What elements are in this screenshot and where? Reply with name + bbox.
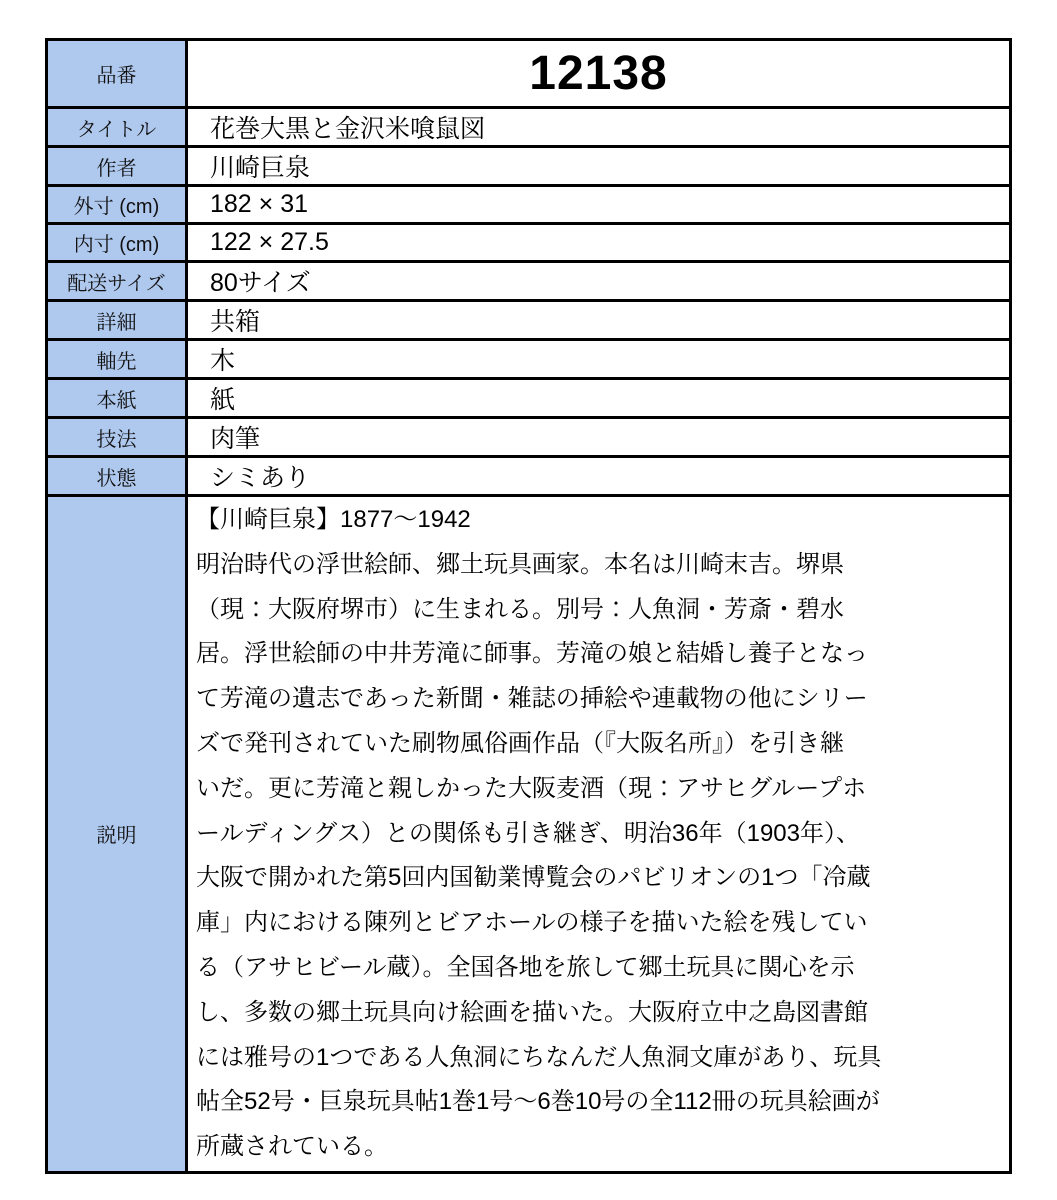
table-row-item-number bbox=[47, 40, 1011, 108]
inner-size-label: 内寸 (cm) bbox=[47, 224, 187, 262]
item-number-value: 12138 bbox=[187, 40, 1011, 108]
description-label: 説明 bbox=[47, 496, 187, 1173]
table-row-roller-ends bbox=[47, 340, 1011, 379]
item-spec-table bbox=[45, 38, 1012, 1174]
description-line: て芳滝の遺志であった新聞・雑誌の挿絵や連載物の他にシリー bbox=[196, 685, 868, 713]
artist-label: 作者 bbox=[47, 147, 187, 186]
description-cell bbox=[187, 496, 1011, 1173]
description-line: る（アサヒビール蔵）。全国各地を旅して郷土玩具に関心を示 bbox=[196, 953, 855, 981]
description-line: 【川崎巨泉】1877～1942 bbox=[196, 506, 471, 533]
shipping-size-value: 80サイズ bbox=[187, 262, 1011, 301]
technique-value: 肉筆 bbox=[187, 418, 1011, 457]
description-line: 明治時代の浮世絵師、郷土玩具画家。本名は川崎末吉。堺県 bbox=[196, 550, 844, 578]
table-row-condition bbox=[47, 457, 1011, 496]
outer-size-label: 外寸 (cm) bbox=[47, 186, 187, 224]
description-line: 所蔵されている。 bbox=[196, 1133, 388, 1161]
table-row-technique bbox=[47, 418, 1011, 457]
description-line: ズで発刊されていた刷物風俗画作品（『大阪名所』）を引き継 bbox=[196, 729, 844, 757]
outer-size-value: 182 × 31 bbox=[187, 186, 1011, 224]
technique-label: 技法 bbox=[47, 418, 187, 457]
artist-value: 川崎巨泉 bbox=[187, 147, 1011, 186]
title-label: タイトル bbox=[47, 108, 187, 147]
roller-ends-value: 木 bbox=[187, 340, 1011, 379]
shipping-size-label: 配送サイズ bbox=[47, 262, 187, 301]
details-label: 詳細 bbox=[47, 301, 187, 340]
condition-value: シミあり bbox=[187, 457, 1011, 496]
table-row-inner-size bbox=[47, 224, 1011, 262]
table-row-outer-size bbox=[47, 186, 1011, 224]
details-value: 共箱 bbox=[187, 301, 1011, 340]
description-line: いだ。更に芳滝と親しかった大阪麦酒（現：アサヒグループホ bbox=[196, 774, 867, 802]
description-line: ールディングス）との関係も引き継ぎ、明治36年（1903年）、 bbox=[196, 819, 861, 847]
inner-size-value: 122 × 27.5 bbox=[187, 224, 1011, 262]
table-row-title bbox=[47, 108, 1011, 147]
description-line: 居。浮世絵師の中井芳滝に師事。芳滝の娘と結婚し養子となっ bbox=[196, 640, 868, 668]
table-row-material bbox=[47, 379, 1011, 418]
material-value: 紙 bbox=[187, 379, 1011, 418]
description-line: （現：大阪府堺市）に生まれる。別号：人魚洞・芳斎・碧水 bbox=[196, 595, 844, 623]
item-number-label: 品番 bbox=[47, 40, 187, 108]
roller-ends-label: 軸先 bbox=[47, 340, 187, 379]
description-line: 庫」内における陳列とビアホールの様子を描いた絵を残してい bbox=[196, 909, 868, 937]
title-value: 花巻大黒と金沢米喰鼠図 bbox=[187, 108, 1011, 147]
description-line: 帖全52号・巨泉玩具帖1巻1号～6巻10号の全112冊の玩具絵画が bbox=[196, 1088, 880, 1116]
description-line: し、多数の郷土玩具向け絵画を描いた。大阪府立中之島図書館 bbox=[196, 998, 868, 1026]
table-row-details bbox=[47, 301, 1011, 340]
description-line: には雅号の1つである人魚洞にちなんだ人魚洞文庫があり、玩具 bbox=[196, 1043, 882, 1071]
table-row-artist bbox=[47, 147, 1011, 186]
table-row-description bbox=[47, 496, 1011, 1173]
condition-label: 状態 bbox=[47, 457, 187, 496]
table-row-shipping-size bbox=[47, 262, 1011, 301]
material-label: 本紙 bbox=[47, 379, 187, 418]
description-line: 大阪で開かれた第5回内国勧業博覧会のパビリオンの1つ「冷蔵 bbox=[196, 864, 871, 892]
